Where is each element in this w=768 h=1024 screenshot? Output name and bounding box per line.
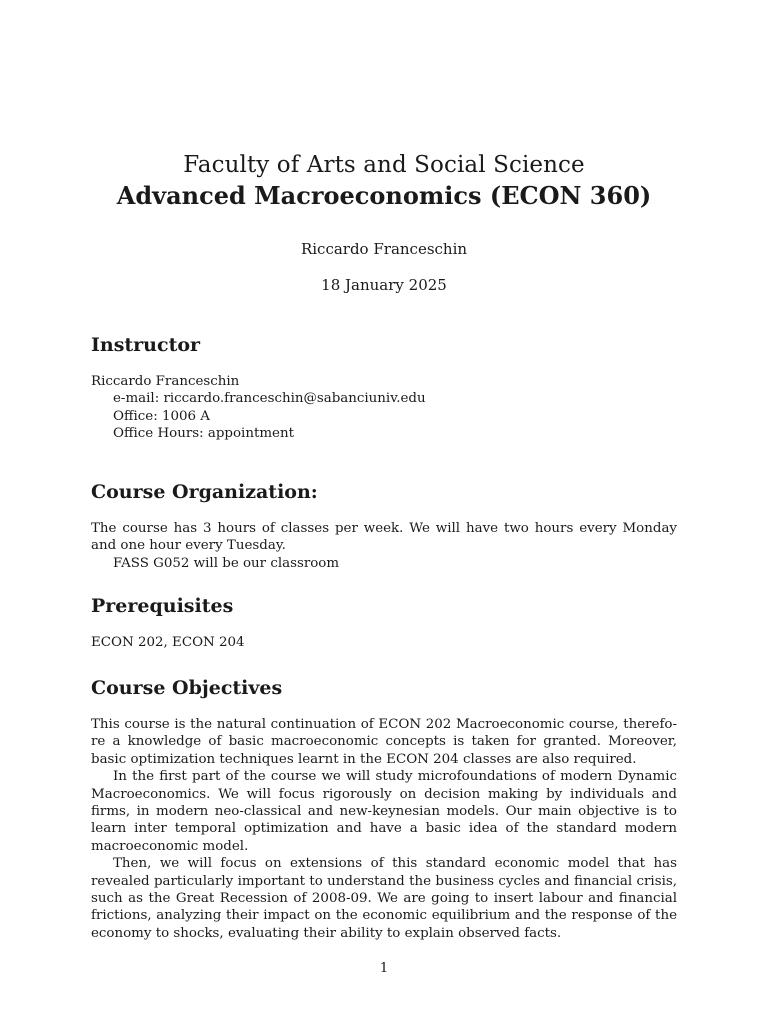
objectives-paragraph: Then, we will focus on extensions of this standard economic model that has revealed particularly important to understand the business cycles and financial crisis, such as the Great Recession of 2008-09. We are going to insert labour and financial frictions, analyzing their impact on the economic equilibrium and the response of the economy to shocks, evaluating their ability to explain observed facts.	[91, 856, 677, 941]
prerequisites-heading: Prerequisites	[91, 595, 234, 617]
organization-section	[91, 480, 677, 572]
page-number: 1	[379, 961, 389, 976]
document-date: 18 January 2025	[321, 276, 447, 294]
objectives-paragraph: In the first part of the course we will study microfoundations of modern Dynamic Macroeconomics. We will focus rigorously on decision making by individuals and firms, in modern neo-classical and new-keynesian models. Our main objective is to learn inter temporal optimization and have a basic idea of the standard modern macroeconomic model.	[91, 769, 677, 854]
organization-classroom: FASS G052 will be our classroom	[113, 555, 340, 571]
organization-heading: Course Organization:	[91, 481, 318, 503]
faculty-name: Faculty of Arts and Social Science	[183, 152, 585, 178]
course-title: Advanced Macroeconomics (ECON 360)	[116, 181, 652, 210]
objectives-section	[91, 676, 677, 942]
instructor-email: e-mail: riccardo.franceschin@sabanciuniv.edu	[113, 391, 426, 407]
prerequisites-section	[91, 594, 677, 651]
instructor-section	[91, 333, 677, 443]
author-name: Riccardo Franceschin	[300, 240, 468, 258]
title-block	[0, 150, 768, 295]
prerequisites-text: ECON 202, ECON 204	[91, 635, 245, 650]
instructor-name: Riccardo Franceschin	[91, 374, 240, 389]
objectives-paragraph: This course is the natural continuation of ECON 202 Macroeconomic course, therefo-re a knowledge of basic macroeconomic concepts is taken for granted. Moreover, basic optimization techniques learnt in the ECON 204 classes are also required.	[91, 717, 677, 767]
instructor-office-hours: Office Hours: appointment	[113, 426, 294, 442]
objectives-heading: Course Objectives	[91, 677, 283, 699]
instructor-office: Office: 1006 A	[113, 408, 210, 424]
instructor-heading: Instructor	[91, 334, 201, 356]
organization-text: The course has 3 hours of classes per week. We will have two hours every Monday and one hour every Tuesday.	[91, 521, 677, 554]
